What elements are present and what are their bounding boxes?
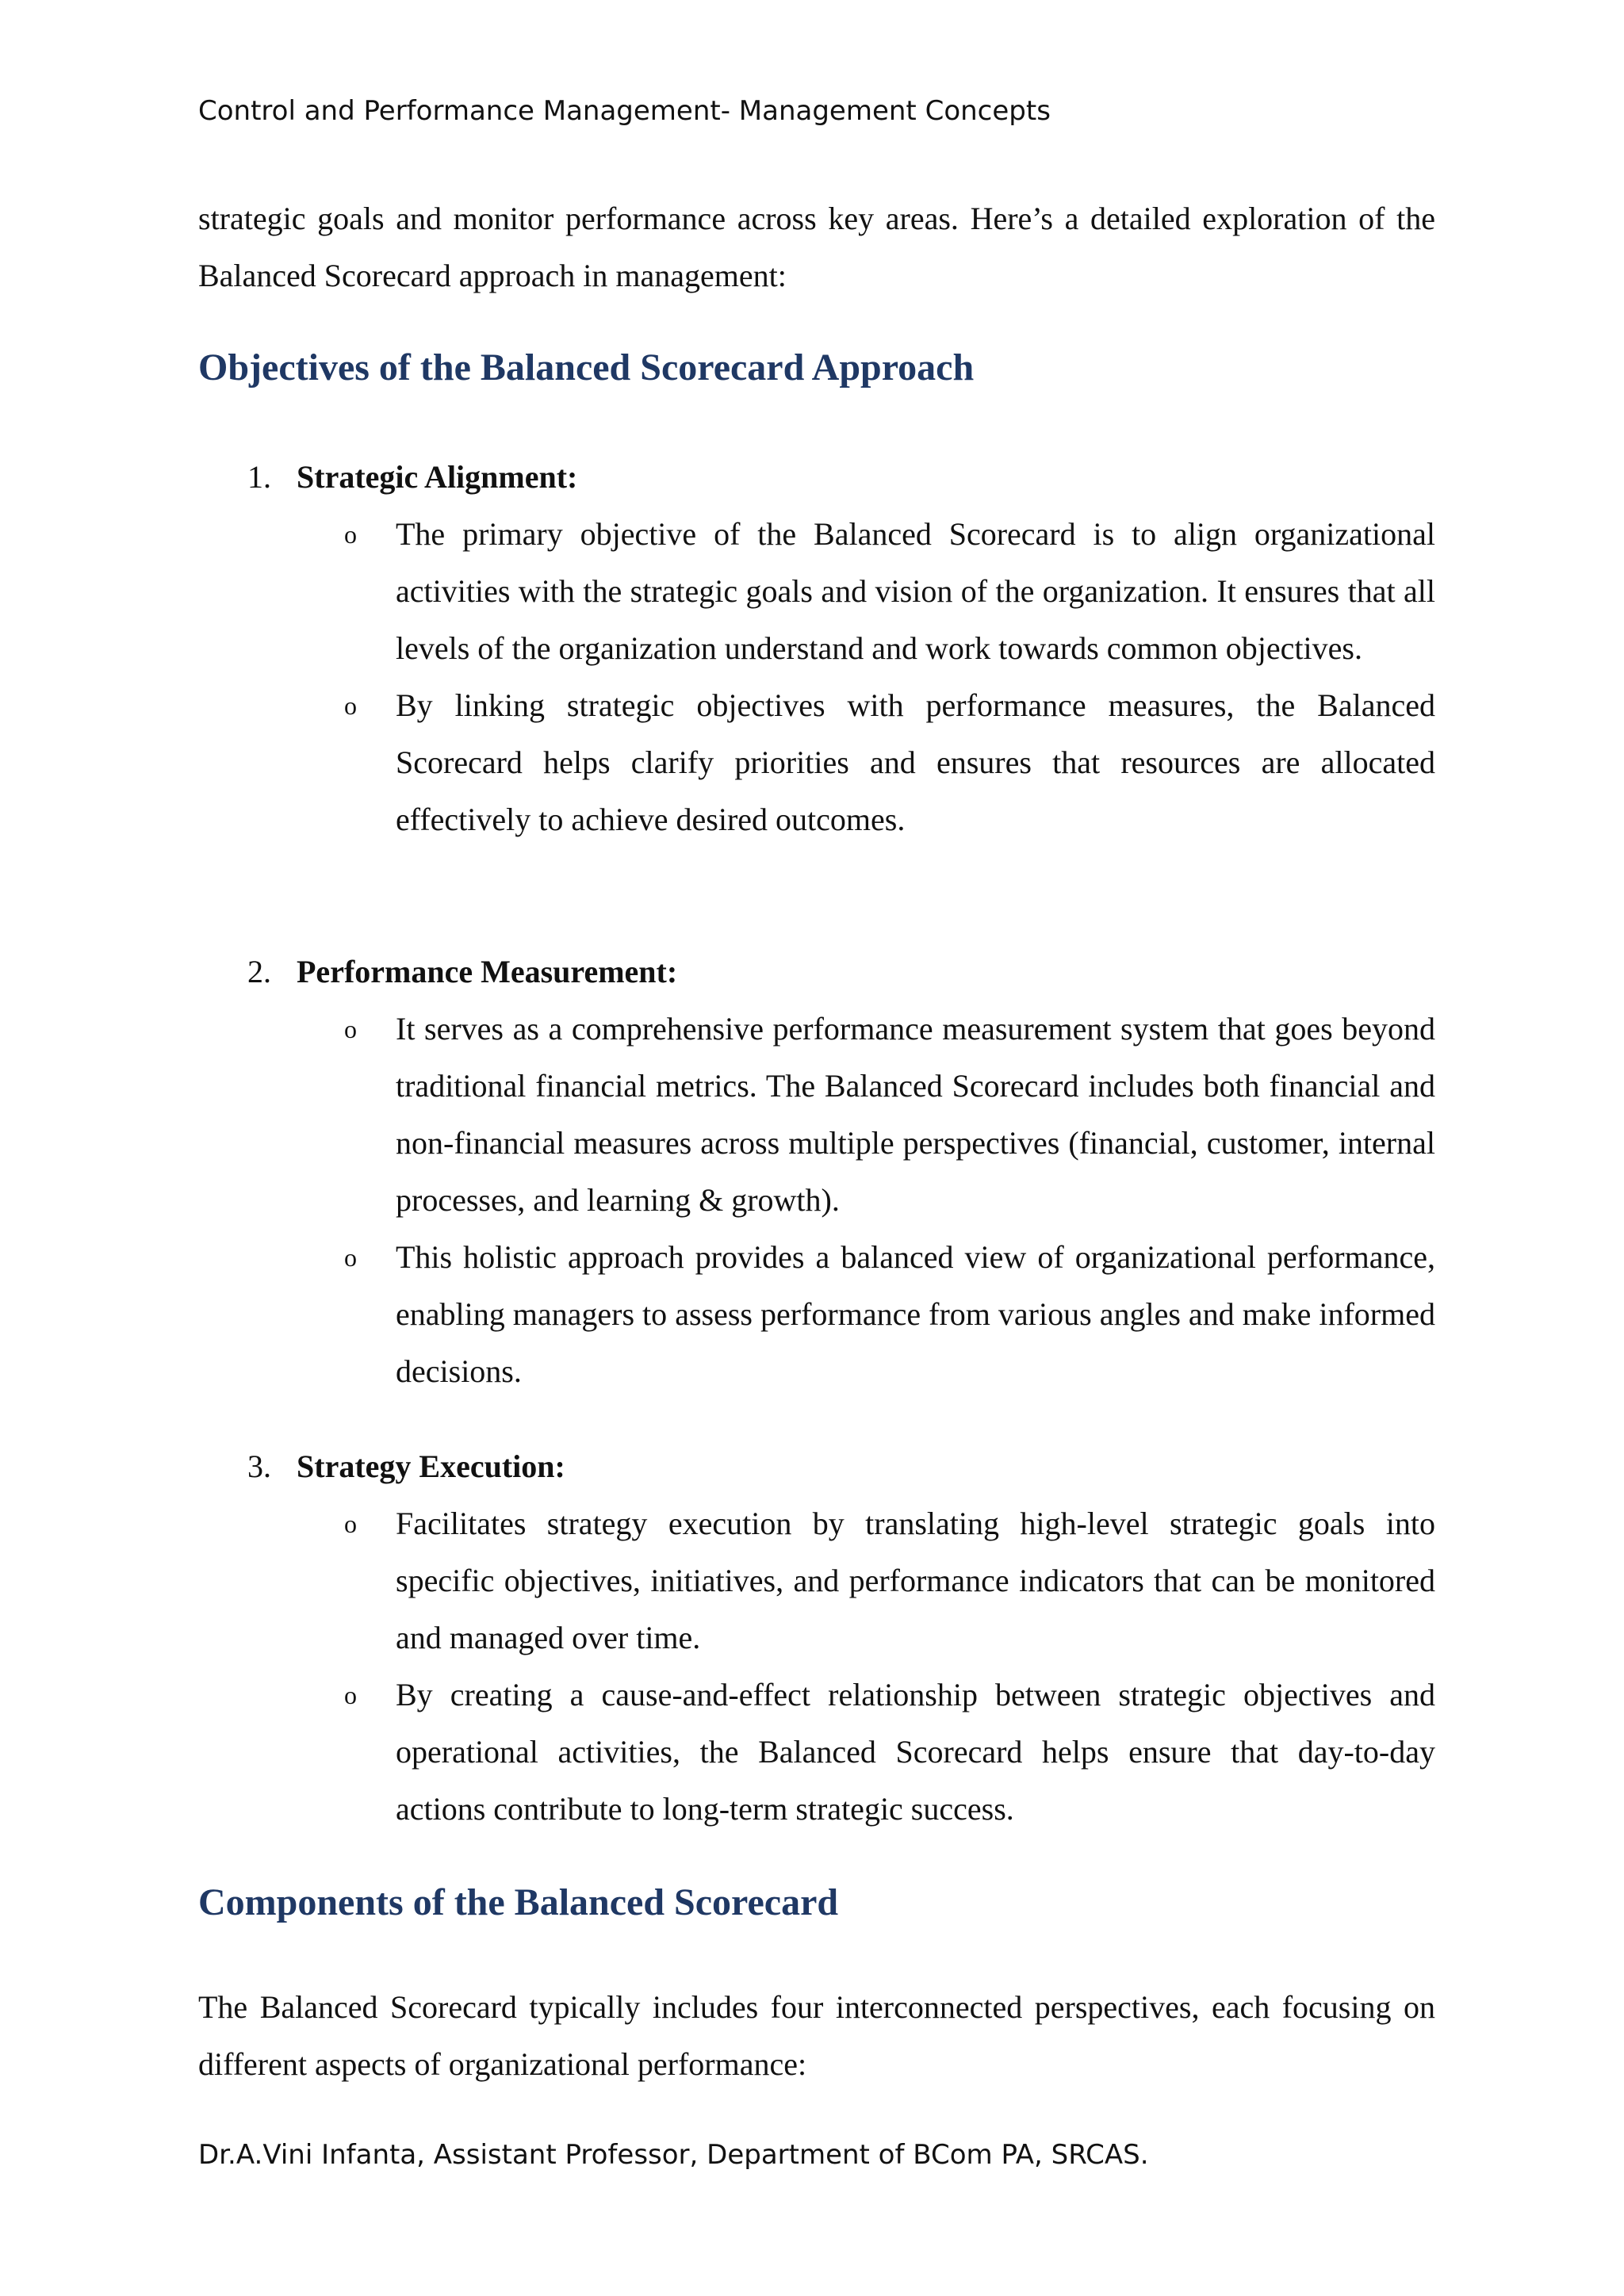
sub-point-text: Facilitates strategy execution by translating high-level strategic goals into specific objectives, initiatives, and performance indicators that can be monitored and managed over time. (396, 1506, 1435, 1655)
list-number: 1. (247, 459, 271, 495)
sub-point (0, 1001, 1624, 1229)
intro-paragraph: strategic goals and monitor performance across key areas. Here’s a detailed exploration of the Balanced Scorecard approach in management: (198, 201, 1435, 293)
item-title: Performance Measurement: (297, 954, 678, 989)
sub-point-text: This holistic approach provides a balanced view of organizational performance, enabling managers to assess performance from various angles and make informed decisions. (396, 1239, 1435, 1389)
item-title: Strategic Alignment: (297, 459, 578, 495)
bullet-icon: o (344, 691, 357, 720)
sub-point-text: It serves as a comprehensive performance measurement system that goes beyond traditional financial metrics. The Balanced Scorecard includes both financial and non-financial measures across multiple perspectives (financial, customer, internal processes, and learning & growth). (396, 1011, 1435, 1218)
bullet-icon: o (344, 520, 357, 549)
objective-item-strategy-execution (0, 1438, 1624, 1838)
sub-point (0, 1667, 1624, 1838)
components-paragraph: The Balanced Scorecard typically includes four interconnected perspectives, each focusing on different aspects of organizational performance: (198, 1989, 1435, 2082)
sub-point-text: The primary objective of the Balanced Scorecard is to align organizational activities with the strategic goals and vision of the organization. It ensures that all levels of the organization understand and work towards common objectives. (396, 516, 1435, 666)
sub-point (0, 1495, 1624, 1667)
bullet-icon: o (344, 1681, 357, 1709)
bullet-icon: o (344, 1015, 357, 1043)
sub-point (0, 506, 1624, 677)
sub-point (0, 1229, 1624, 1400)
item-title: Strategy Execution: (297, 1448, 565, 1484)
sub-point-text: By linking strategic objectives with performance measures, the Balanced Scorecard helps clarify priorities and ensures that resources are allocated effectively to achieve desired outcomes. (396, 687, 1435, 837)
running-header: Control and Performance Management- Management Concepts (198, 95, 1051, 127)
sub-point-text: By creating a cause-and-effect relationship between strategic objectives and operational activities, the Balanced Scorecard helps ensure that day-to-day actions contribute to long-term strategic success. (396, 1677, 1435, 1827)
bullet-icon: o (344, 1510, 357, 1538)
list-number: 2. (247, 954, 271, 989)
section-heading-objectives: Objectives of the Balanced Scorecard Approach (198, 346, 975, 388)
objective-item-performance-measurement (0, 943, 1624, 1400)
section-heading-components: Components of the Balanced Scorecard (198, 1881, 839, 1923)
sub-point (0, 677, 1624, 848)
objective-item-strategic-alignment (0, 449, 1624, 848)
running-footer: Dr.A.Vini Infanta, Assistant Professor, Department of BCom PA, SRCAS. (198, 2139, 1149, 2171)
bullet-icon: o (344, 1243, 357, 1272)
list-number: 3. (247, 1448, 271, 1484)
